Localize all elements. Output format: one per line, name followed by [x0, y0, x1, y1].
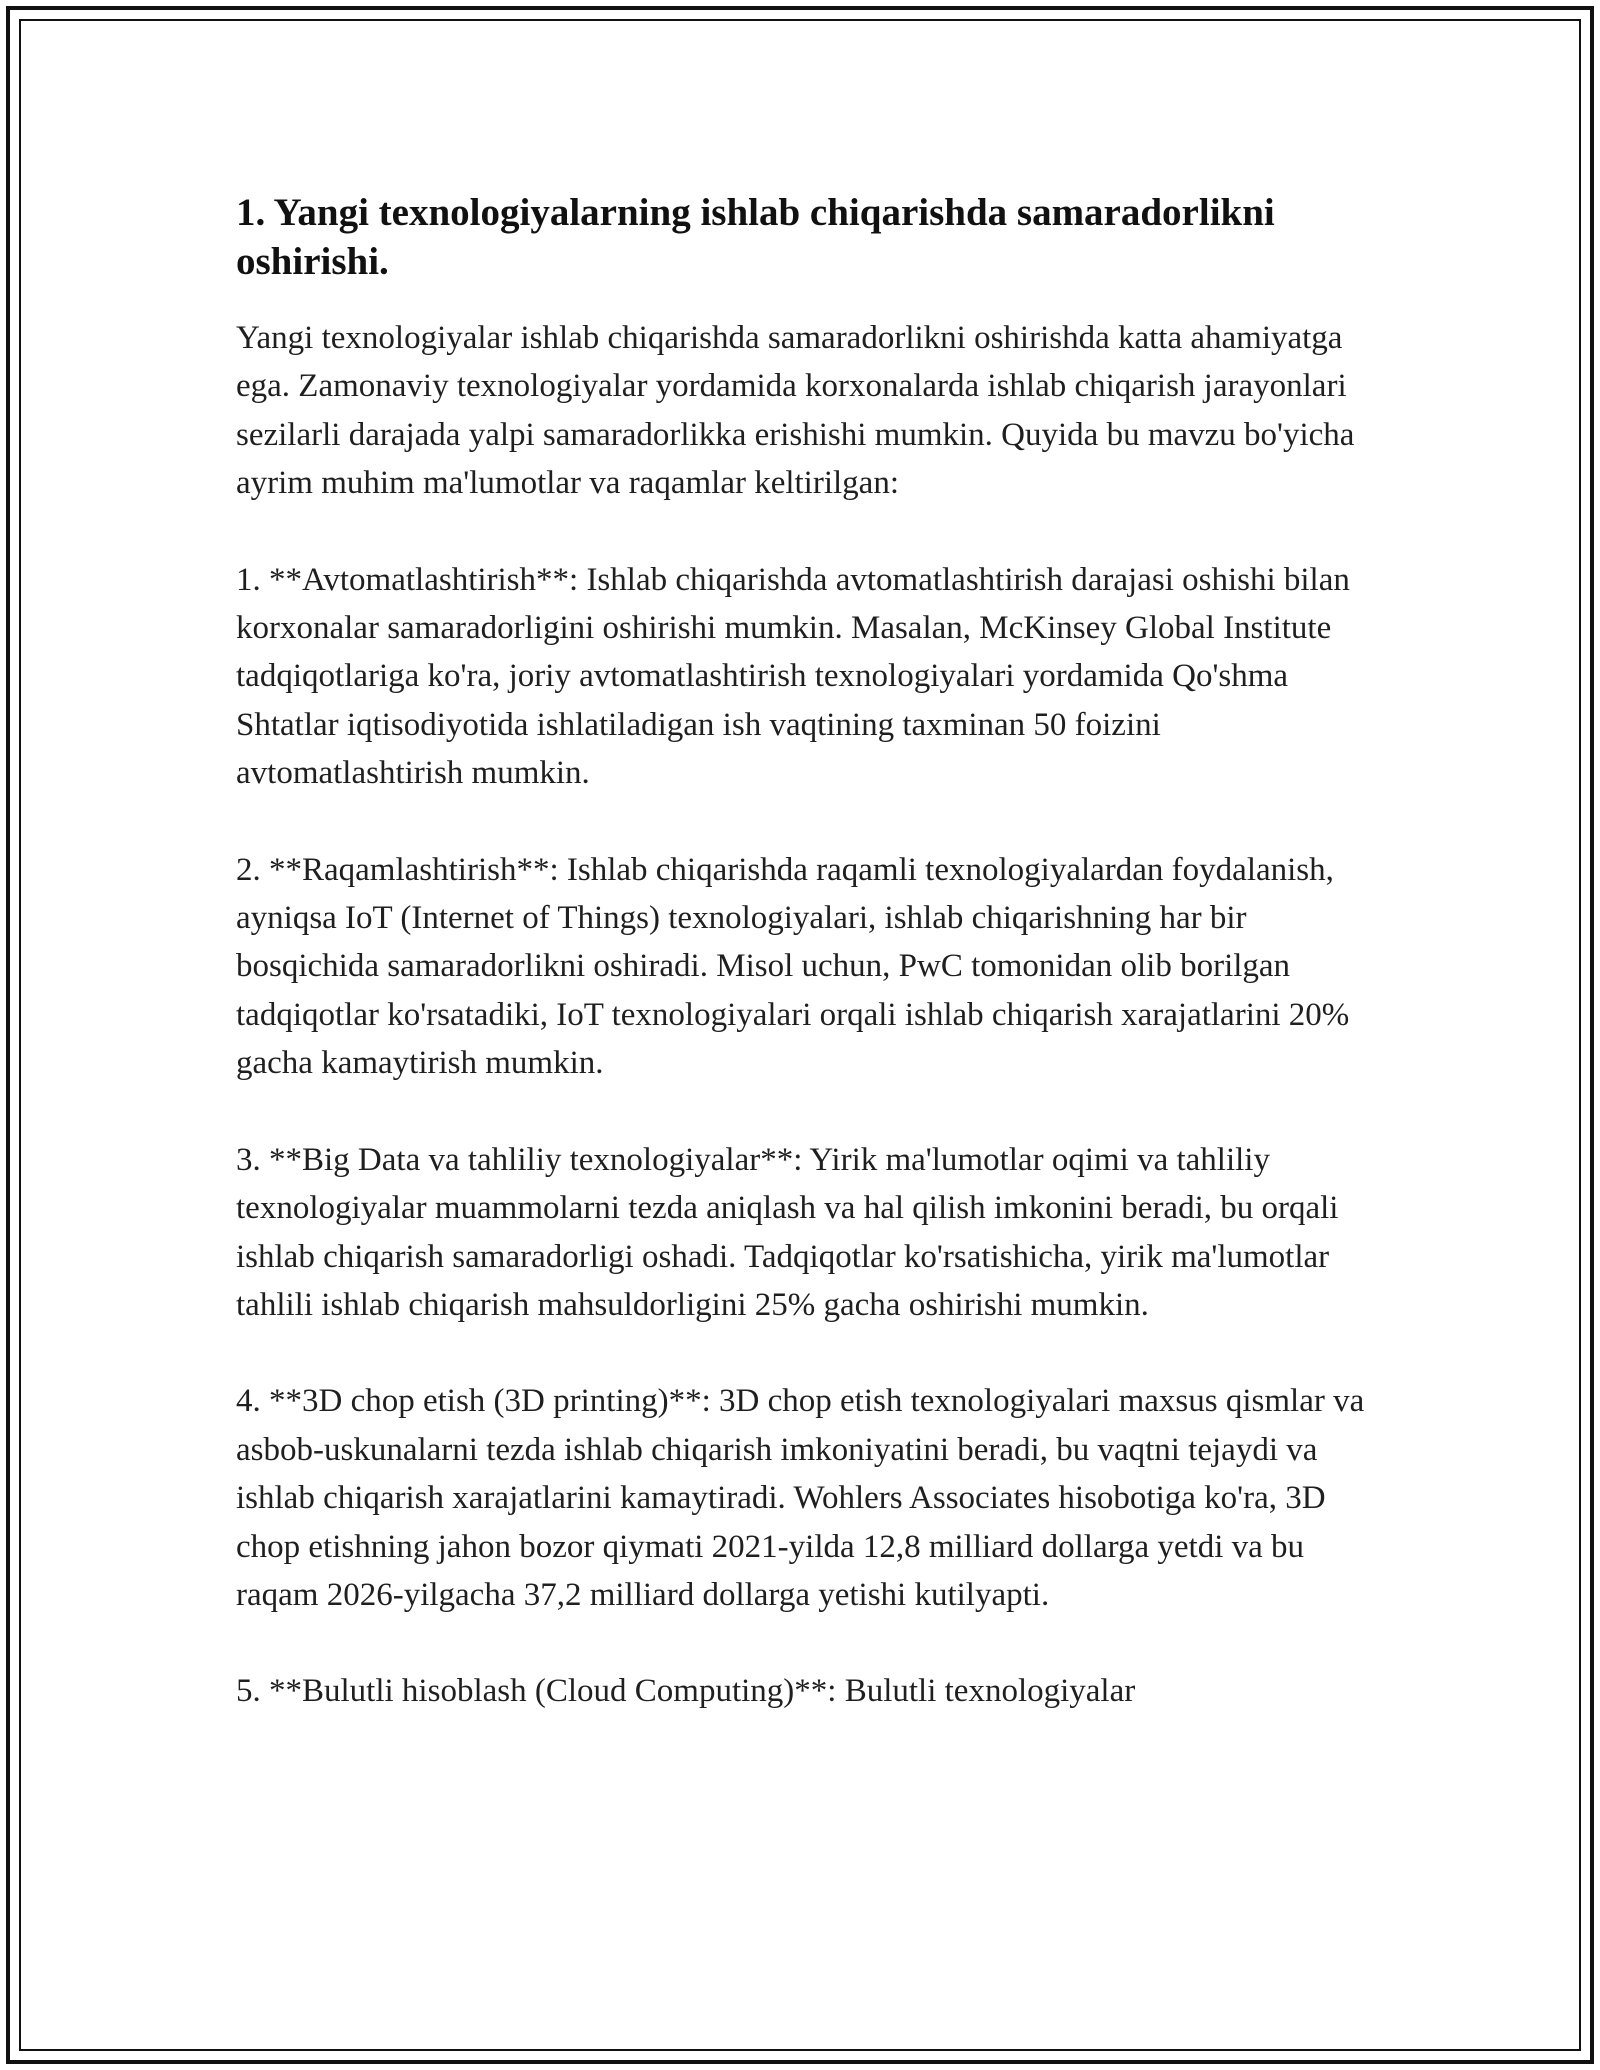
list-item-digitalization: 2. **Raqamlashtirish**: Ishlab chiqarishda raqamli texnologiyalardan foydalanish, ayniqsa IoT (Internet of Things) texnologiyalari, ishlab chiqarishning har bir bosqichida samaradorlikni oshiradi. Misol uchun, PwC tomonidan olib borilgan tadqiqotlar ko'rsatadiki, IoT texnologiyalari orqali ishlab chiqarish xarajatlarini 20% gacha kamaytirish mumkin.	[236, 851, 1350, 1082]
list-item-cloud-computing: 5. **Bulutli hisoblash (Cloud Computing)**: Bulutli texnologiyalar	[236, 1673, 1136, 1710]
section-heading: 1. Yangi texnologiyalarning ishlab chiqarishda samaradorlikni oshirishi.	[236, 191, 1275, 283]
intro-paragraph: Yangi texnologiyalar ishlab chiqarishda samaradorlikni oshirishda katta ahamiyatga ega. Zamonaviy texnologiyalar yordamida korxonalarda ishlab chiqarish jarayonlari sezilarli darajada yalpi samaradorlikka erishishi mumkin. Quyida bu mavzu bo'yicha ayrim muhim ma'lumotlar va raqamlar keltirilgan:	[236, 320, 1355, 502]
list-item-big-data: 3. **Big Data va tahliliy texnologiyalar**: Yirik ma'lumotlar oqimi va tahliliy texnologiyalar muammolarni tezda aniqlash va hal qilish imkonini beradi, bu orqali ishlab chiqarish samaradorligi oshadi. Tadqiqotlar ko'rsatishicha, yirik ma'lumotlar tahlili ishlab chiqarish mahsuldorligini 25% gacha oshirishi mumkin.	[236, 1141, 1339, 1323]
document-body	[236, 188, 1366, 1716]
list-item-automation: 1. **Avtomatlashtirish**: Ishlab chiqarishda avtomatlashtirish darajasi oshishi bilan korxonalar samaradorligini oshirishi mumkin. Masalan, McKinsey Global Institute tadqiqotlariga ko'ra, joriy avtomatlashtirish texnologiyalari yordamida Qo'shma Shtatlar iqtisodiyotida ishlatiladigan ish vaqtining taxminan 50 foizini avtomatlashtirish mumkin.	[236, 561, 1350, 792]
list-item-3d-printing: 4. **3D chop etish (3D printing)**: 3D chop etish texnologiyalari maxsus qismlar va asbob-uskunalarni tezda ishlab chiqarish imkoniyatini beradi, bu vaqtni tejaydi va ishlab chiqarish xarajatlarini kamaytiradi. Wohlers Associates hisobotiga ko'ra, 3D chop etishning jahon bozor qiymati 2021-yilda 12,8 milliard dollarga yetdi va bu raqam 2026-yilgacha 37,2 milliard dollarga yetishi kutilyapti.	[236, 1383, 1365, 1613]
